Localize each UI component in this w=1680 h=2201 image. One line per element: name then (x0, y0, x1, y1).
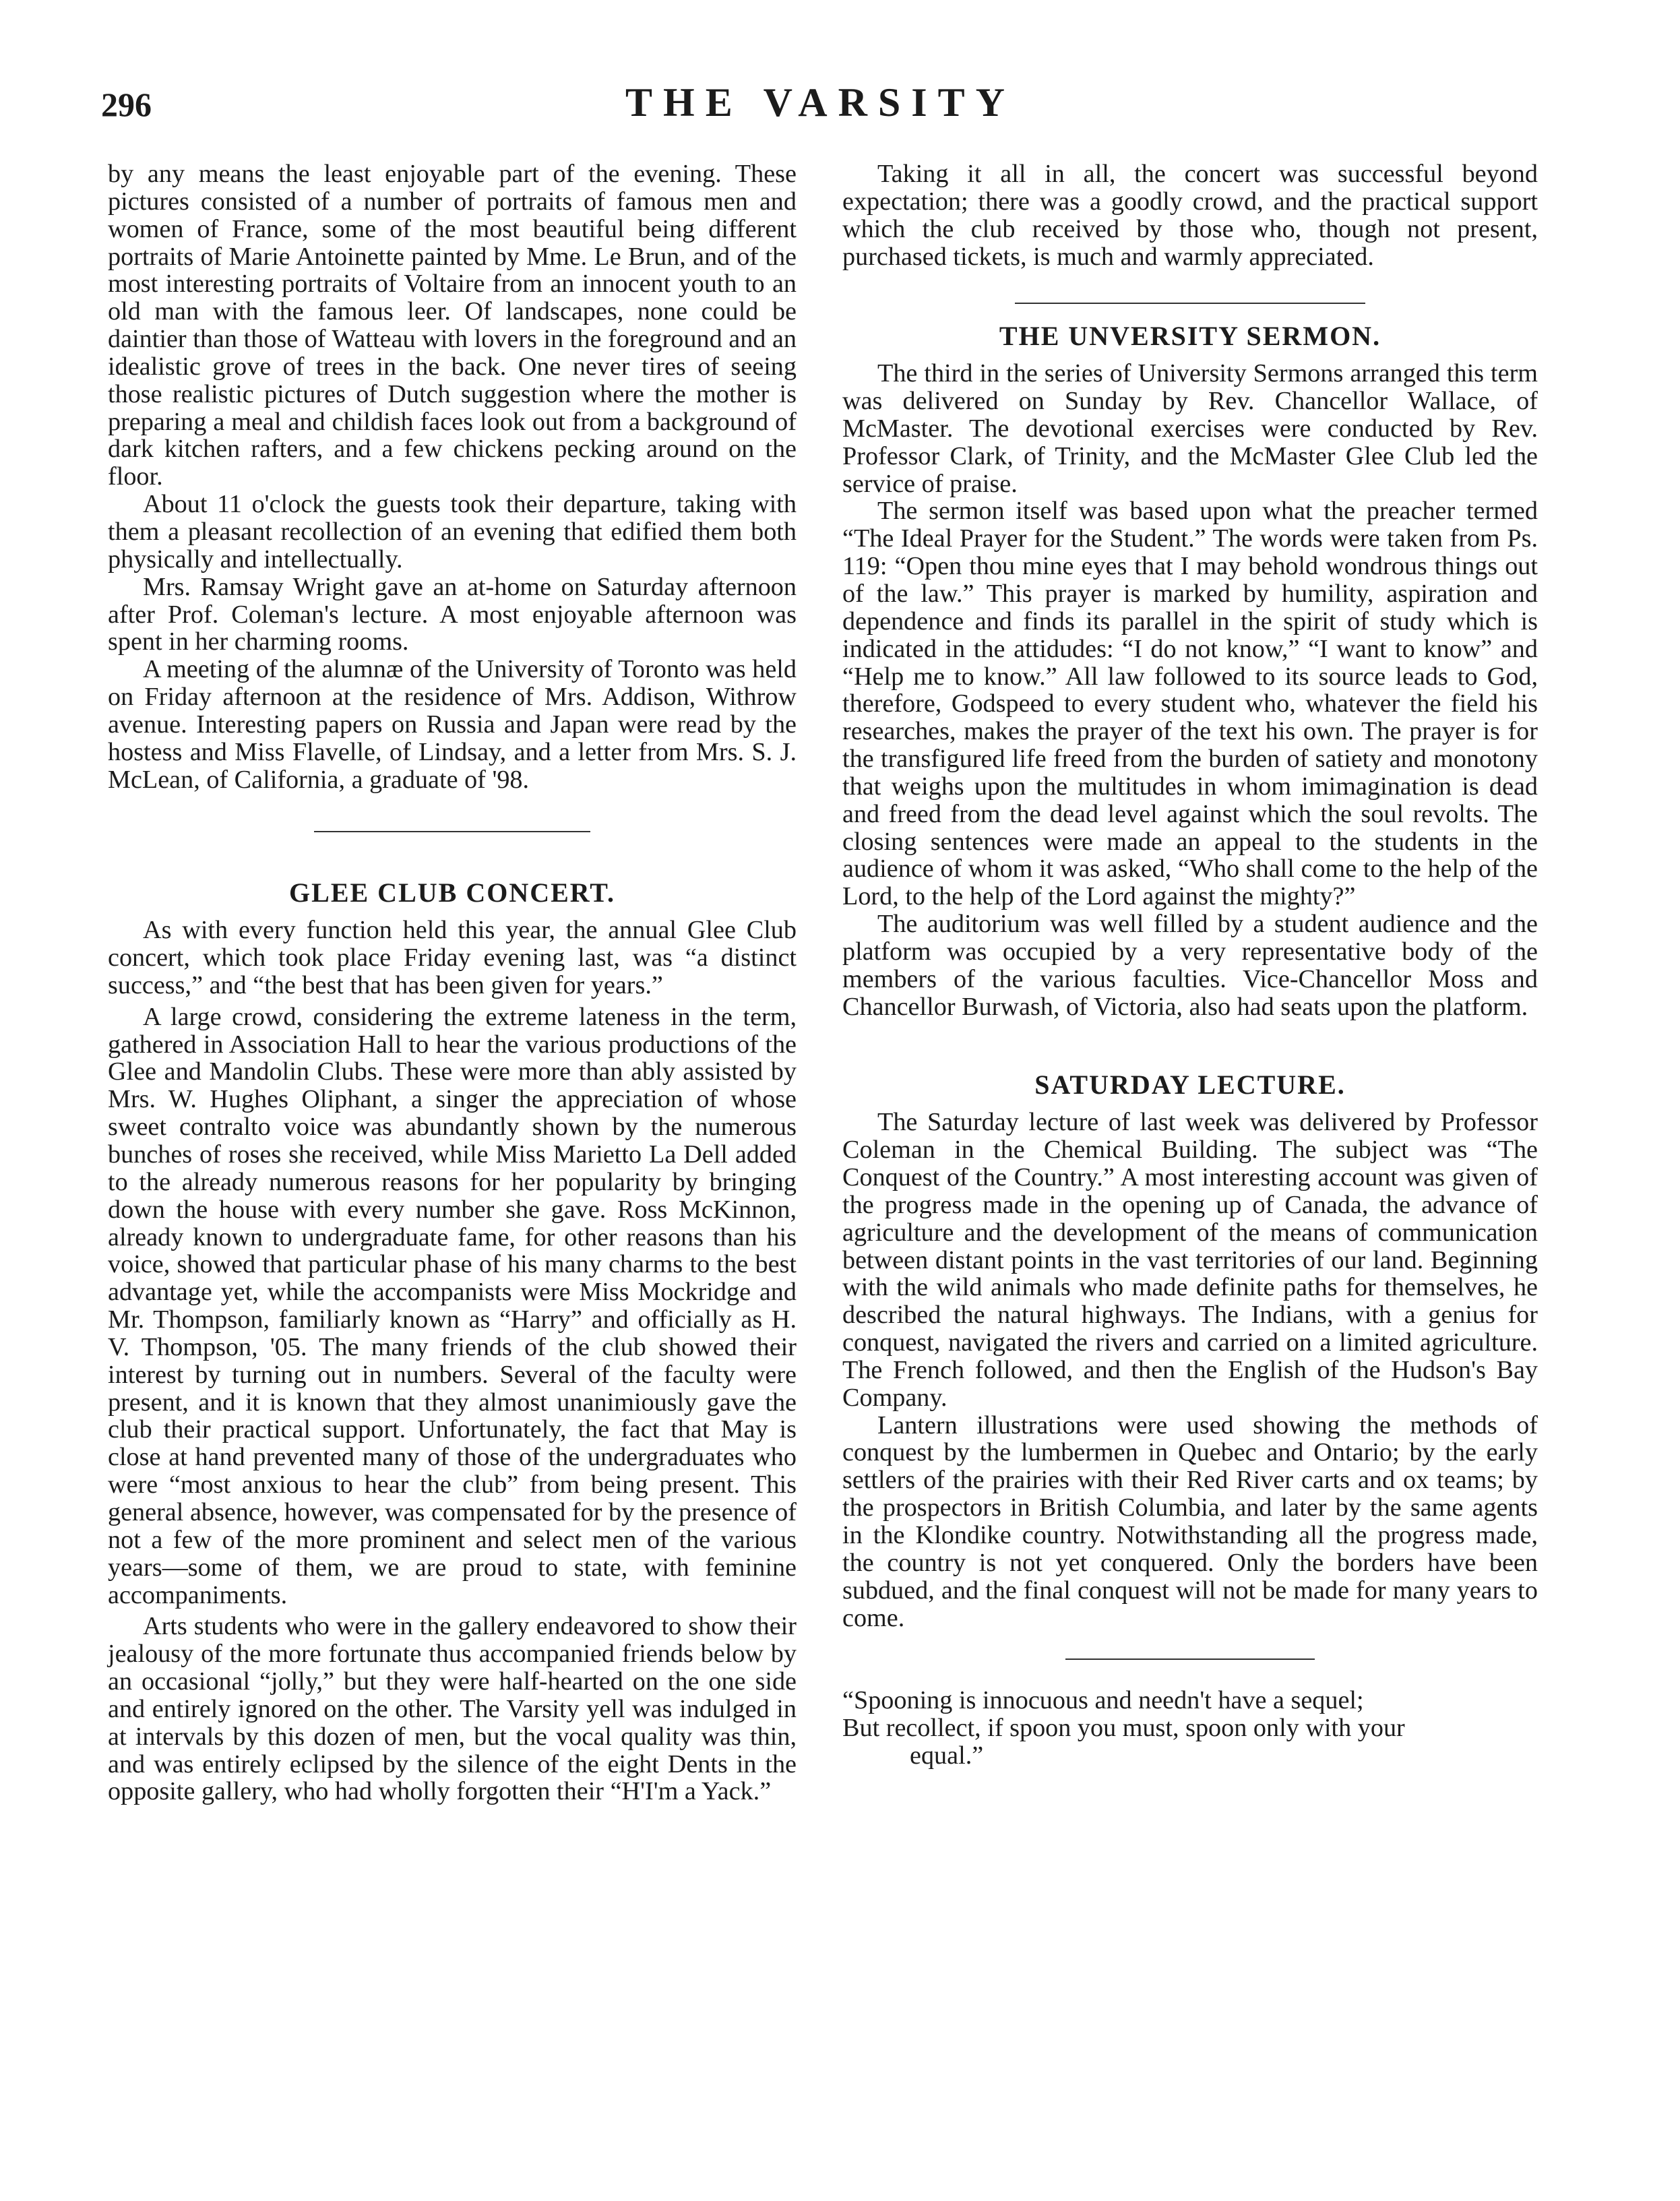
sermon-paragraph: The auditorium was well filled by a student audience and the platform was occupied by a very representative body of the members of the various faculties. Vice-Chancellor Moss and Chancellor Burwash, of Victoria, also had seats upon the platform. (842, 910, 1538, 1021)
section-divider (1015, 303, 1365, 304)
page-number: 296 (101, 86, 152, 123)
sermon-paragraph: The sermon itself was based upon what the preacher termed “The Ideal Prayer for the Student.” The words were taken from Ps. 119: “Open thou mine eyes that I may behold wondrous things out of the law.” This prayer is marked by humility, aspiration and dependence and finds its parallel in the spirit of study which is indicated in the attidudes: “I do not know,” “I want to know” and “Help me to know.” All law followed to its source leads to God, therefore, Godspeed to every student who, whatever the field his researches, makes the prayer of the text his own. The prayer is for the transfigured life freed from the burden of satiety and monotony that weighs upon the multitudes in whom imimagination is dead and freed from the dead level against which the soul revolts. The closing sentences were made an appeal to the students in the audience of whom it was asked, “Who shall come to the help of the Lord, to the help of the Lord against the mighty?” (842, 497, 1538, 911)
lecture-heading: SATURDAY LECTURE. (1034, 1070, 1346, 1100)
closing-verse (842, 1687, 1538, 1770)
verse-line: “Spooning is innocuous and needn't have a sequel; (842, 1686, 1364, 1715)
glee-paragraph: As with every function held this year, the annual Glee Club concert, which took place Friday evening last, was “a distinct success,” and “the best that has been given for years.” (108, 916, 797, 999)
right-column (842, 160, 1538, 1770)
masthead-title: THE VARSITY (625, 80, 1016, 125)
section-divider (314, 831, 590, 832)
sermon-heading: THE UNVERSITY SERMON. (999, 321, 1381, 352)
concert-conclusion: Taking it all in all, the concert was successful beyond expectation; there was a goodly crowd, and the practical support which the club received by those who, though not present, purchased tickets, is much and warmly appreciated. (842, 160, 1538, 271)
glee-paragraph: A large crowd, considering the extreme lateness in the term, gathered in Association Hall to hear the various productions of the Glee and Mandolin Clubs. These were more than ably assisted by Mrs. W. Hughes Oliphant, a singer the appreciation of whose sweet contralto voice was abundantly shown by the numerous bunches of roses she received, while Miss Marietto La Dell added to the already numerous reasons for her popularity by bringing down the house with every number she gave. Ross McKinnon, already known to undergraduate fame, for other reasons than his voice, showed that particular phase of his many charms to the best advantage yet, while the accompanists were Miss Mockridge and Mr. Thompson, familiarly known as “Harry” and officially as H. V. Thompson, '05. The many friends of the club showed their interest by turning out in numbers. Several of the faculty were present, and it is known that they almost unanimiously gave the club their practical support. Unfortunately, the fact that May is close at hand prevented many of those of the undergraduates who were “most anxious to hear the club” from being present. This general absence, however, was compensated for by the presence of not a few of the more prominent and select men of the various years—some of them, we are proud to state, with feminine accompaniments. (108, 1002, 797, 1609)
article-paragraph: Mrs. Ramsay Wright gave an at-home on Saturday afternoon after Prof. Coleman's lecture. A most enjoyable afternoon was spent in her charming rooms. (108, 572, 797, 656)
verse-line: But recollect, if spoon you must, spoon only with your (842, 1714, 1405, 1743)
section-divider (1065, 1658, 1315, 1660)
verse-line: equal.” (910, 1741, 984, 1770)
article-continuation: by any means the least enjoyable part of the evening. These pictures consisted of a number of portraits of famous men and women of France, some of the most beautiful being different portraits of Marie Antoinette painted by Mme. Le Brun, and of the most interesting portraits of Voltaire from an innocent youth to an old man with the famous leer. Of landscapes, none could be daintier than those of Watteau with lovers in the foreground and an idealistic grove of trees in the back. One never tires of seeing those realistic pictures of Dutch suggestion where the mother is preparing a meal and childish faces look out from a background of dark kitchen rafters, and a few chickens pecking around on the floor. (108, 160, 797, 491)
article-paragraph: About 11 o'clock the guests took their departure, taking with them a pleasant recollection of an evening that edified them both physically and intellectually. (108, 490, 797, 574)
left-column (108, 160, 797, 1805)
article-paragraph: A meeting of the alumnæ of the University of Toronto was held on Friday afternoon at the residence of Mrs. Addison, Withrow avenue. Interesting papers on Russia and Japan were read by the hostess and Miss Flavelle, of Lindsay, and a letter from Mrs. S. J. McLean, of California, a graduate of '98. (108, 655, 797, 794)
page-header (101, 75, 1540, 129)
lecture-paragraph: The Saturday lecture of last week was delivered by Professor Coleman in the Chemical Building. The subject was “The Conquest of the Country.” A most interesting account was given of the progress made in the opening up of Canada, the advance of agriculture and the development of the means of communication between distant points in the vast territories of our land. Beginning with the wild animals who made definite paths for themselves, he described the natural highways. The Indians, with a genius for conquest, navigated the rivers and carried on a limited agriculture. The French followed, and then the English of the Hudson's Bay Company. (842, 1108, 1538, 1412)
glee-paragraph: Arts students who were in the gallery endeavored to show their jealousy of the more fortunate thus accompanied friends below by an occasional “jolly,” but they were half-hearted on the one side and entirely ignored on the other. The Varsity yell was indulged in at intervals by this dozen of men, but the vocal quality was thin, and was entirely eclipsed by the silence of the eight Dents in the opposite gallery, who had wholly forgotten their “H'I'm a Yack.” (108, 1612, 797, 1806)
lecture-paragraph: Lantern illustrations were used showing the methods of conquest by the lumbermen in Quebec and Ontario; by the early settlers of the prairies with their Red River carts and ox teams; by the prospectors in British Columbia, and later by the same agents in the Klondike country. Notwithstanding all the progress made, the country is not yet conquered. Only the borders have been subdued, and the final conquest will not be made for many years to come. (842, 1410, 1538, 1632)
glee-club-heading: GLEE CLUB CONCERT. (289, 877, 615, 908)
sermon-paragraph: The third in the series of University Sermons arranged this term was delivered on Sunday by Rev. Chancellor Wallace, of McMaster. The devotional exercises were conducted by Rev. Professor Clark, of Trinity, and the McMaster Glee Club led the service of praise. (842, 359, 1538, 498)
